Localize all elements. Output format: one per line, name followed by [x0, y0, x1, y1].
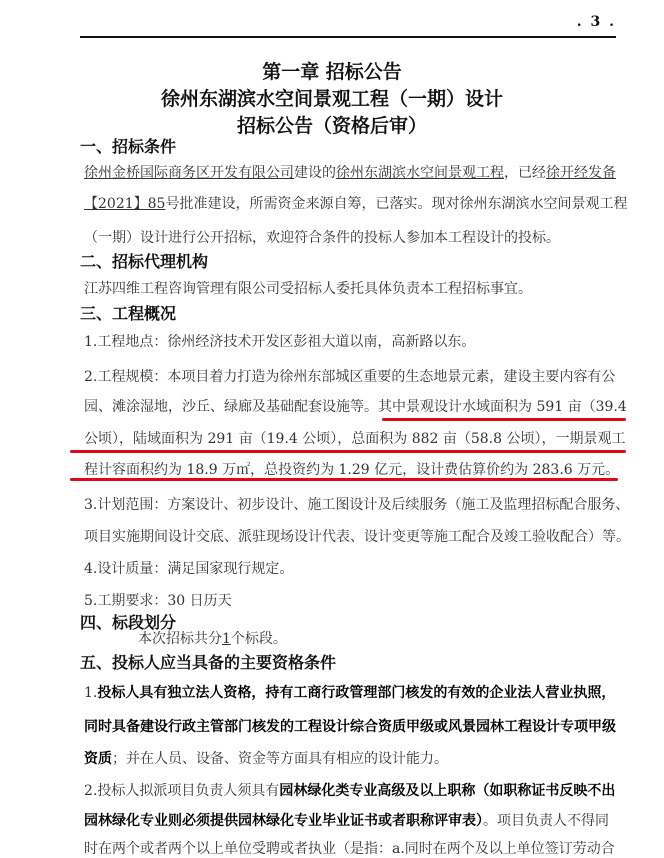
section-5-item-1-line-2: 同时具备建设行政主管部门核发的工程设计综合资质甲级或风景园林工程设计专项甲级: [84, 719, 616, 735]
section-3-item-1: 1.工程地点：徐州经济技术开发区彭祖大道以南，高新路以东。: [84, 334, 476, 350]
approval-ref: 徐开经发备: [546, 165, 616, 181]
project-name: 徐州东湖滨水空间景观工程: [336, 165, 504, 181]
section-5-heading: 五、投标人应当具备的主要资格条件: [80, 653, 337, 672]
text-fragment: 个标段。: [230, 631, 287, 647]
section-5-item-1-line-3: [84, 748, 624, 768]
annotation-underline: [70, 478, 618, 481]
tenderer-name: 徐州金桥国际商务区开发有限公司: [84, 165, 294, 181]
section-3-item-2-line-2: 园、滩涂湿地，沙丘、绿廊及基础配套设施等。其中景观设计水域面积为 591 亩（39.4: [84, 399, 627, 415]
section-3-item-4: 4.设计质量：满足国家现行规定。: [84, 561, 294, 577]
section-5-item-1-line-1: [84, 682, 624, 702]
bold-text: 资质: [84, 751, 112, 767]
section-3-item-2-line-1: 2.工程规模：本项目着力打造为徐州东部城区重要的生态地景元素，建设主要内容有公: [84, 369, 616, 385]
section-3-item-2-line-4: 程计容面积约为 18.9 万㎡，总投资约为 1.29 亿元，设计费估算价约为 283.6 万元。: [84, 462, 620, 478]
section-3-item-5: 5.工期要求：30 日历天: [84, 593, 232, 609]
section-3-item-3-line-1: 3.计划范围：方案设计、初步设计、施工图设计及后续服务（施工及监理招标配合服务、: [84, 497, 630, 513]
section-3-item-3-line-2: 项目实施期间设计交底、派驻现场设计代表、设计变更等施工配合及竣工验收配合）等。: [84, 529, 630, 545]
section-2-line-1: 江苏四维工程咨询管理有限公司受招标人委托具体负责本工程招标事宜。: [84, 281, 532, 297]
annotation-underline: [70, 450, 626, 453]
approval-number: 【2021】85: [84, 196, 166, 212]
bold-text: 投标人具有独立法人资格，持有工商行政管理部门核发的有效的企业法人营业执照，: [97, 685, 616, 701]
text-fragment: 号批准建设，所需资金来源自筹，已落实。现对徐州东湖滨水空间景观工程: [165, 196, 628, 212]
project-title: 徐州东湖滨水空间景观工程（一期）设计: [160, 88, 503, 110]
section-5-item-2-line-2: [84, 810, 624, 830]
bold-text: 园林绿化类专业高级及以上职称（如职称证书反映不出: [279, 783, 616, 799]
section-5-item-2-line-3: 时在两个或者两个以上单位受聘或者执业（是指：a.同时在两个及以上单位签订劳动合: [84, 841, 615, 857]
section-1-line-1: [84, 162, 624, 182]
text-fragment: ，已经: [504, 165, 546, 181]
text-fragment: 1.: [84, 685, 98, 701]
text-fragment: 。项目负责人不得同: [483, 813, 609, 829]
section-2-heading: 二、招标代理机构: [80, 252, 209, 271]
section-1-line-2: [84, 193, 628, 213]
section-5-item-2-line-1: [84, 780, 624, 800]
section-1-heading: 一、招标条件: [80, 137, 177, 156]
text-fragment: ；并在人员、设备、资金等方面具有相应的设计能力。: [112, 751, 448, 767]
header-rule: [80, 36, 616, 38]
bold-text: 园林绿化专业则必须提供园林绿化专业毕业证书或者职称评审表）: [84, 813, 483, 829]
section-1-line-3: （一期）设计进行公开招标，欢迎符合条件的投标人参加本工程设计的投标。: [84, 230, 560, 246]
lot-count: 1: [222, 631, 231, 647]
section-3-item-2-line-3: 公顷），陆域面积为 291 亩（19.4 公顷），总面积为 882 亩（58.8 公顷），一期景观工: [84, 431, 626, 447]
notice-title: 招标公告（资格后审）: [236, 115, 427, 137]
section-4-line-1: [138, 628, 664, 648]
text-fragment: 本次招标共分: [138, 631, 222, 647]
chapter-title: 第一章 招标公告: [262, 61, 402, 83]
section-3-heading: 三、工程概况: [80, 304, 177, 323]
page-number: . 3 .: [576, 14, 616, 30]
text-fragment: 建设的: [294, 165, 336, 181]
section-4-heading: 四、标段划分: [80, 613, 177, 632]
annotation-underline: [382, 418, 626, 421]
text-fragment: 2.投标人拟派项目负责人须具有: [84, 783, 280, 799]
